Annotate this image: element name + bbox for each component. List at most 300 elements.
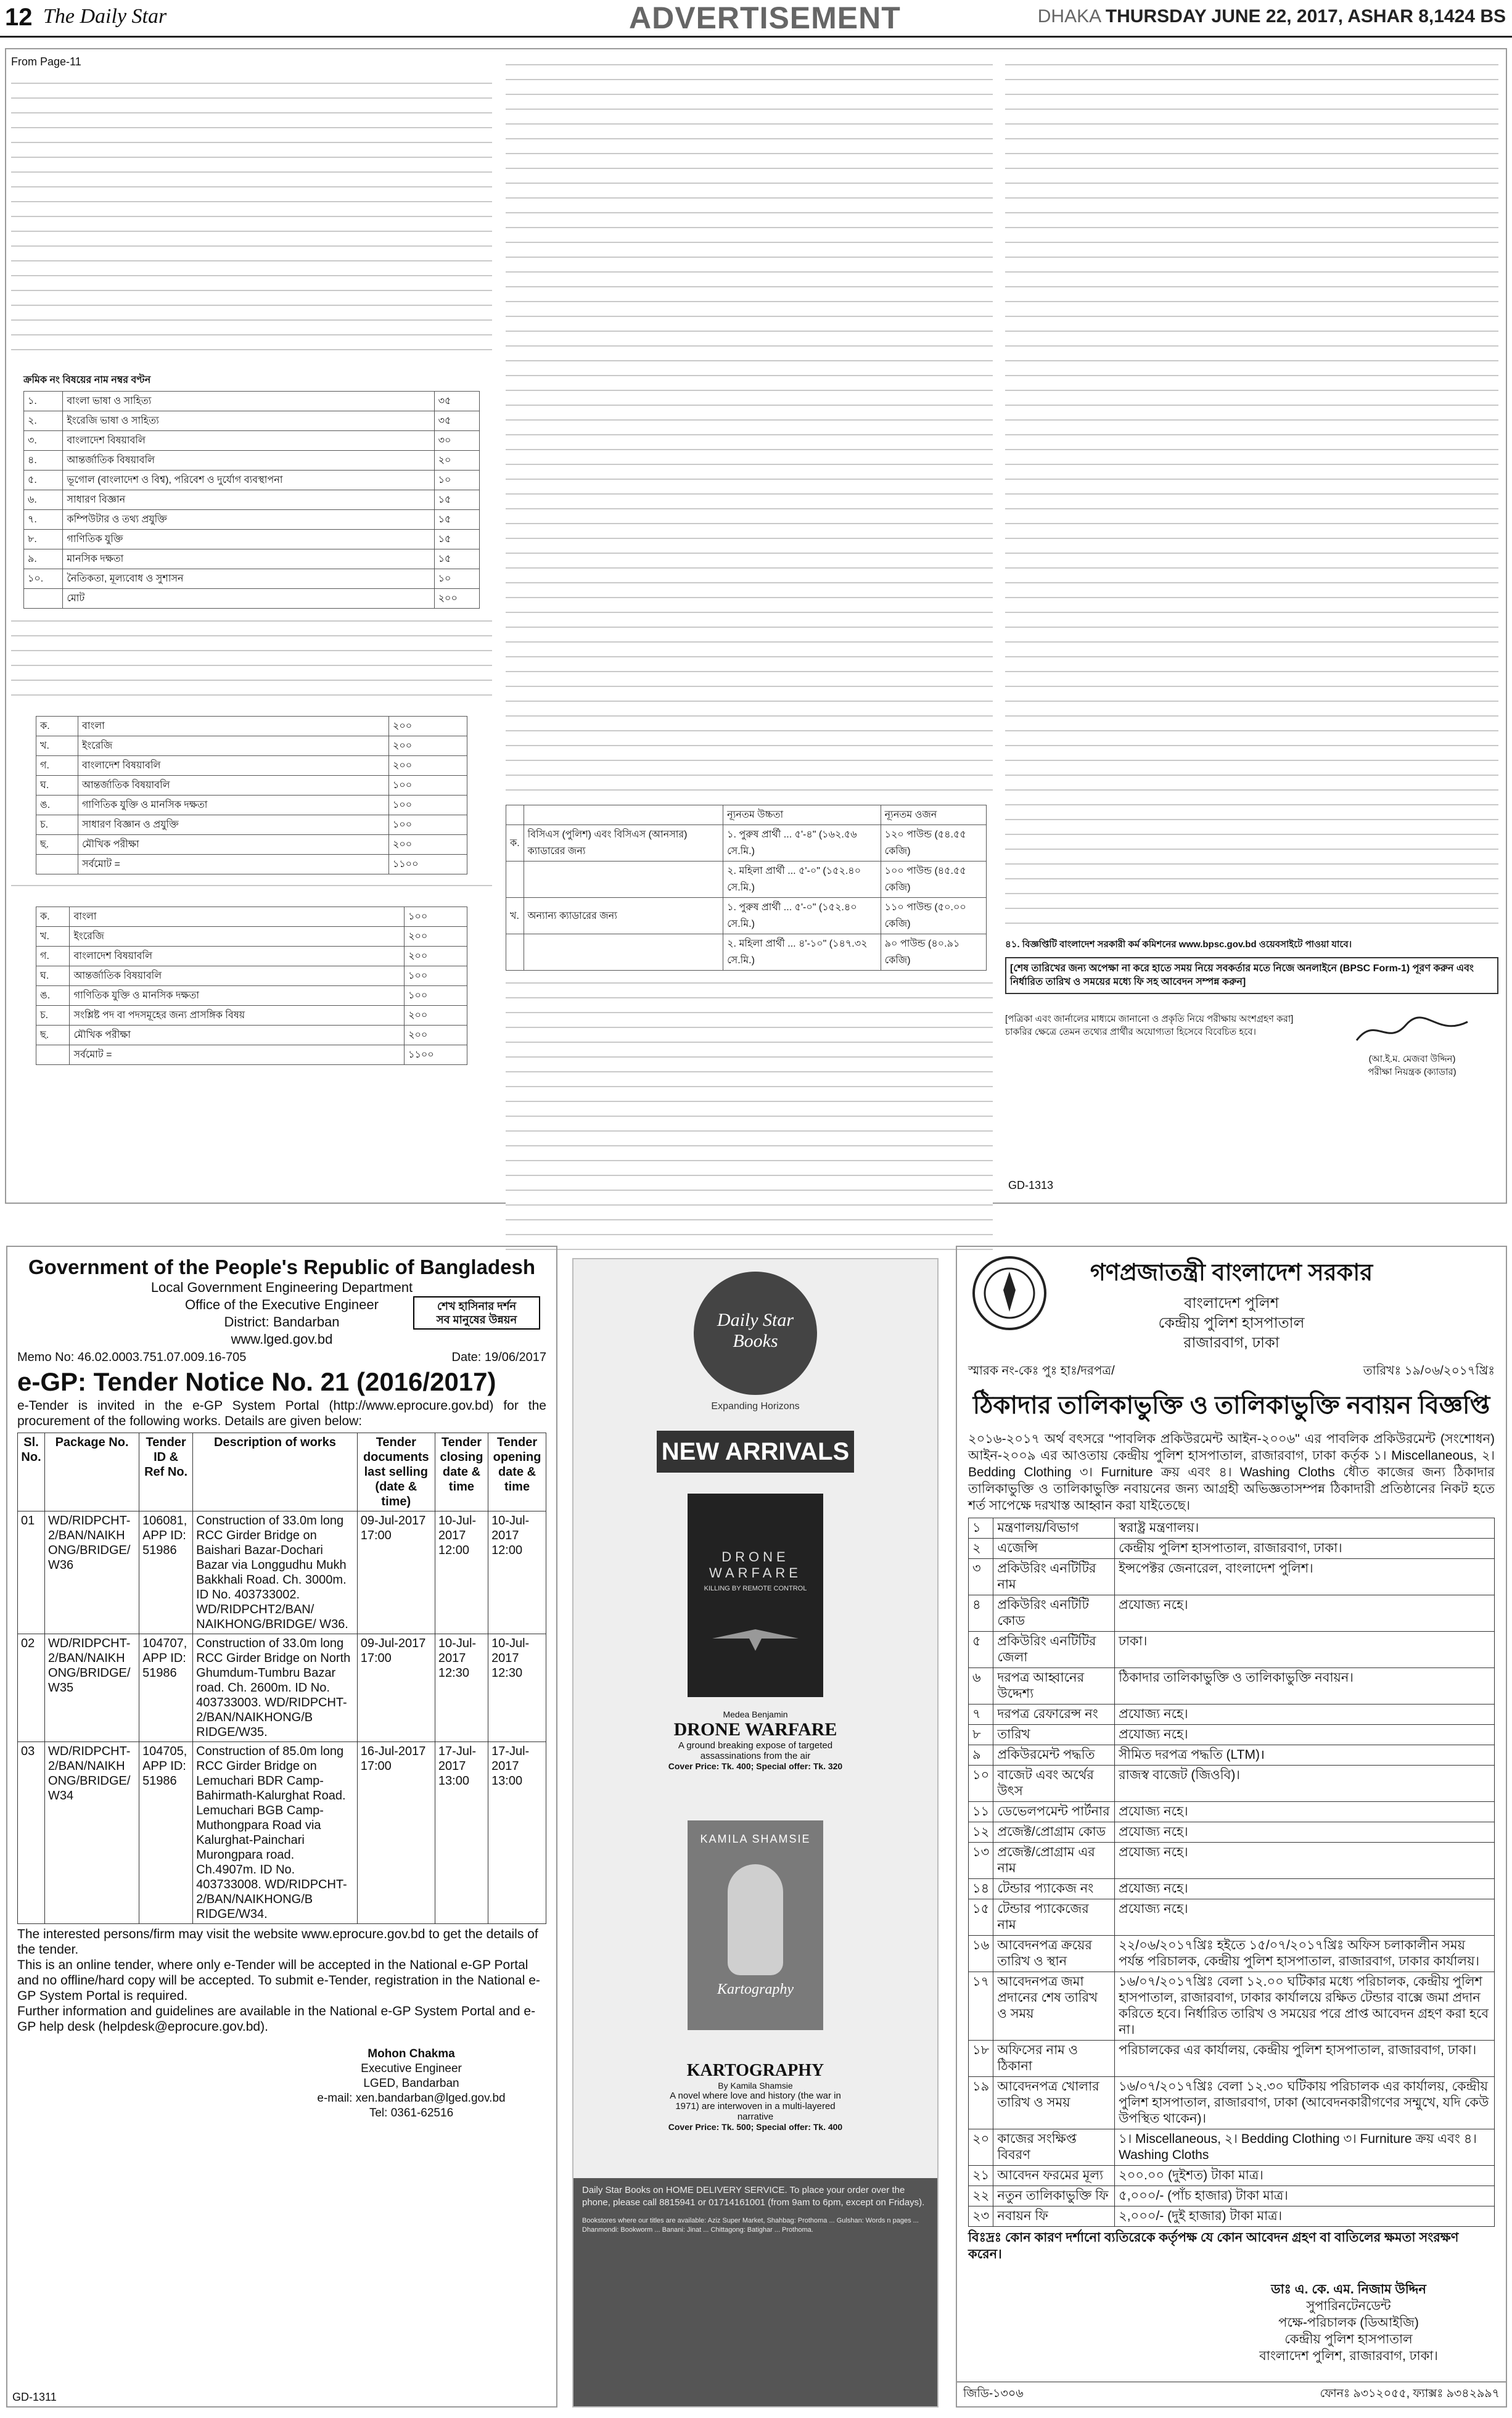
marks-tech-row	[36, 1006, 467, 1026]
tender-row-cell: WD/RIDPCHT-2/BAN/NAIKH ONG/BRIDGE/ W36	[45, 1511, 139, 1634]
police-row-cell: প্রযোজ্য নহে।	[1115, 1725, 1495, 1745]
marks-tech-row-cell: মৌখিক পরীক্ষা	[70, 1026, 405, 1045]
marks-row	[36, 796, 467, 815]
police-row	[969, 2041, 1495, 2077]
syllabus-row	[24, 411, 480, 431]
police-row-cell: নতুন তালিকাভুক্তি ফি	[993, 2186, 1115, 2206]
tender-header-cell: Package No.	[45, 1433, 139, 1511]
tender-dept: Local Government Engineering Department	[150, 1280, 413, 1295]
police-row-cell: ৪	[969, 1595, 993, 1632]
tender-note-2: This is an online tender, where only e-Tender will be accepted in the National e-GP Portal and no offline/hard copy will be accepted. To submit e-Tender, registration in the National e-GP System Portal is required.	[17, 1958, 540, 2003]
height-row-cell	[506, 862, 524, 898]
police-row-cell: প্রযোজ্য নহে।	[1115, 1899, 1495, 1936]
tender-row-cell: 17-Jul-2017 13:00	[488, 1742, 546, 1924]
police-row	[969, 1705, 1495, 1725]
tender-row-cell: Construction of 85.0m long RCC Girder Bridge on Lemuchari BDR Camp-Bahirmath-Kalurghat Road. Lemuchari BGB Camp-Muthongpara Road via Kalurghat-Painchari Murongpara road. Ch.4907m. ID No. 403733008. WD/RIDPCHT-2/BAN/NAIKHONG/B RIDGE/W34.	[193, 1742, 358, 1924]
police-row-cell: ৫	[969, 1632, 993, 1668]
drone-icon	[706, 1617, 805, 1654]
height-row-cell: বিসিএস (পুলিশ) এবং বিসিএস (আনসার) ক্যাডারের জন্য	[524, 825, 723, 862]
police-row	[969, 1745, 1495, 1766]
marks-tech-row-cell: ইংরেজি	[70, 927, 405, 947]
syllabus-row	[24, 490, 480, 510]
marks-row-cell: ছ.	[36, 835, 78, 855]
police-row-cell: ৬	[969, 1668, 993, 1705]
police-row-cell: ৯	[969, 1745, 993, 1766]
marks-tech-row-cell: আন্তর্জাতিক বিষয়াবলি	[70, 966, 405, 986]
police-row-cell: টেন্ডার প্যাকেজের নাম	[993, 1899, 1115, 1936]
marks-tech-row	[36, 986, 467, 1006]
marks-row-cell: ১১০০	[388, 855, 467, 874]
marks-tech-row-cell: ঙ.	[36, 986, 70, 1006]
syllabus-row-cell: ১০.	[24, 569, 63, 589]
from-page-note: From Page-11	[11, 56, 81, 68]
bpsc-middle-column	[506, 59, 993, 1193]
police-heading: ঠিকাদার তালিকাভুক্তি ও তালিকাভুক্তি নবায়ন বিজ্ঞপ্তি	[972, 1392, 1490, 1419]
police-row-cell: প্রযোজ্য নহে।	[1115, 1595, 1495, 1632]
syllabus-row	[24, 431, 480, 451]
police-row-cell: প্রকিউরিং এনটিটির জেলা	[993, 1632, 1115, 1668]
marks-tech-row-cell: সর্বমোট =	[70, 1045, 405, 1065]
height-row-cell: ১. পুরুষ প্রার্থী ... ৫'-০" (১৫২.৪০ সে.মি.)	[723, 898, 881, 934]
marks-row-cell: ঘ.	[36, 776, 78, 796]
police-row-cell: আবেদনপত্র জমা প্রদানের শেষ তারিখ ও সময়	[993, 1972, 1115, 2041]
syllabus-row-cell: ২০০	[434, 589, 479, 609]
police-row-cell: ২১	[969, 2166, 993, 2186]
syllabus-row-cell: ১.	[24, 392, 63, 411]
police-row-cell: ১৬	[969, 1936, 993, 1972]
police-row-cell: ২২/০৬/২০১৭খ্রিঃ হইতে ১৫/০৭/২০১৭খ্রিঃ অফিস চলাকালীন সময় পর্যন্ত পরিচালক, কেন্দ্রীয় পুলিশ হাসপাতাল, রাজারবাগ, ঢাকার কার্যালয়।	[1115, 1936, 1495, 1972]
syllabus-row	[24, 510, 480, 530]
bpsc-left-text-2	[11, 615, 492, 713]
police-row-cell: ৭	[969, 1705, 993, 1725]
syllabus-row-cell: কম্পিউটার ও তথ্য প্রযুক্তি	[63, 510, 434, 530]
tender-header-cell: Sl. No.	[18, 1433, 45, 1511]
police-row	[969, 2186, 1495, 2206]
marks-tech-row-cell: গ.	[36, 947, 70, 966]
police-row-cell: ২৩	[969, 2206, 993, 2227]
tender-table	[17, 1433, 546, 1924]
marks-tech-row	[36, 927, 467, 947]
syllabus-row-cell: ১৫	[434, 510, 479, 530]
marks-row	[36, 756, 467, 776]
bpsc-middle-text-2	[506, 977, 993, 1260]
police-row-cell: ১। Miscellaneous, ২। Bedding Clothing ৩। Furniture ক্রয় এবং ৪। Washing Cloths	[1115, 2129, 1495, 2166]
height-row	[506, 862, 987, 898]
dateline	[1038, 6, 1506, 27]
marks-tech-row	[36, 907, 467, 927]
tender-row	[18, 1511, 546, 1634]
tender-row-cell: 10-Jul-2017 12:30	[435, 1634, 488, 1742]
police-row	[969, 1539, 1495, 1559]
police-row	[969, 2077, 1495, 2129]
tender-header-cell: Tender ID & Ref No.	[139, 1433, 193, 1511]
police-row-cell: ৫,০০০/- (পাঁচ হাজার) টাকা মাত্র।	[1115, 2186, 1495, 2206]
police-emblem-icon	[969, 1253, 1050, 1333]
tender-website[interactable]: www.lged.gov.bd	[231, 1331, 333, 1347]
police-row-cell: বাজেট এবং অর্থের উৎস	[993, 1766, 1115, 1802]
police-row-cell: প্রকিউরিং এনটিটির নাম	[993, 1559, 1115, 1595]
police-row-cell: ঠিকাদার তালিকাভুক্তি ও তালিকাভুক্তি নবায়ন।	[1115, 1668, 1495, 1705]
syllabus-row-cell: নৈতিকতা, মূল্যবোধ ও সুশাসন	[63, 569, 434, 589]
marks-tech-row-cell: গাণিতিক যুক্তি ও মানসিক দক্ষতা	[70, 986, 405, 1006]
police-row-cell: ইন্সপেক্টর জেনারেল, বাংলাদেশ পুলিশ।	[1115, 1559, 1495, 1595]
daily-star-books-ad	[572, 1258, 939, 2408]
police-intro: ২০১৬-২০১৭ অর্থ বৎসরে "পাবলিক প্রকিউরমেন্ট আইন-২০০৬" এর পাবলিক প্রকিউরমেন্ট (সংশোধন) আইন-২০০৯ এর আওতায় কেন্দ্রীয় পুলিশ হাসপাতাল, রাজারবাগ, ঢাকা কর্তৃক ১। Miscellaneous, ২। Bedding Clothing ৩। Furniture ক্রয় এবং ৪। Washing Cloths ধৌত কাজের জন্য ঠিকাদার তালিকাভুক্তি ও তালিকাভুক্তি নবায়নের জন্য আগ্রহী অভিজ্ঞতাসম্পন্ন ঠিকাদারী প্রতিষ্ঠানের নিকট হতে শর্ত সাপেক্ষে দরখাস্ত আহ্বান করা যাইতেছে।	[968, 1432, 1495, 1513]
marks-row-cell: ২০০	[388, 736, 467, 756]
syllabus-row-cell: ১৫	[434, 490, 479, 510]
tender-row	[18, 1634, 546, 1742]
police-date: তারিখঃ ১৯/০৬/২০১৭খ্রিঃ	[1363, 1364, 1495, 1378]
bpsc-middle-text	[506, 59, 993, 799]
tender-row-cell: 09-Jul-2017 17:00	[357, 1511, 435, 1634]
police-row-cell: মন্ত্রণালয়/বিভাগ	[993, 1518, 1115, 1539]
marks-tech-row-cell: ২০০	[405, 1026, 467, 1045]
tender-row-cell: 104705, APP ID: 51986	[139, 1742, 193, 1924]
police-row	[969, 1802, 1495, 1822]
tender-intro: e-Tender is invited in the e-GP System Portal (http://www.eprocure.gov.bd) for the procurement of the following works. Details are given below:	[17, 1399, 546, 1428]
book2-author: By Kamila Shamsie	[718, 2081, 793, 2091]
tender-row-cell: WD/RIDPCHT-2/BAN/NAIKH ONG/BRIDGE/ W34	[45, 1742, 139, 1924]
marks-table-technical	[36, 907, 467, 1065]
police-row-cell: সীমিত দরপত্র পদ্ধতি (LTM)।	[1115, 1745, 1495, 1766]
bpsc-notice-box: [শেষ তারিখের জন্য অপেক্ষা না করে হাতে সময় নিয়ে সবকর্তার মতে নিজে অনলাইনে (BPSC Form-1) পূরণ করুন এবং নির্ধারিত তারিখ ও সময়ের মধ্যে ফি সহ আবেদন সম্পন্ন করুন]	[1005, 957, 1498, 994]
police-org1: বাংলাদেশ পুলিশ	[1184, 1295, 1279, 1312]
height-row-cell	[506, 934, 524, 971]
bpsc-left-text	[11, 77, 492, 367]
marks-tech-row	[36, 966, 467, 986]
book1-author: Medea Benjamin	[723, 1709, 788, 1719]
tender-signer: Mohon Chakma	[368, 2047, 455, 2060]
syllabus-row-cell: ৩০	[434, 431, 479, 451]
marks-tech-row-cell: ২০০	[405, 927, 467, 947]
marks-row-cell: ২০০	[388, 717, 467, 736]
page-number: 12	[5, 4, 33, 31]
police-row-cell: ২০০.০০ (দুইশত) টাকা মাত্র।	[1115, 2166, 1495, 2186]
police-row-cell: ২,০০০/- (দুই হাজার) টাকা মাত্র।	[1115, 2206, 1495, 2227]
height-row	[506, 898, 987, 934]
marks-row-cell: ক.	[36, 717, 78, 736]
bpsc-right-text	[1005, 59, 1498, 934]
tender-header-cell: Description of works	[193, 1433, 358, 1511]
police-row	[969, 1766, 1495, 1802]
tender-row-cell: 02	[18, 1634, 45, 1742]
dateline-city: DHAKA	[1037, 6, 1101, 27]
police-row-cell: ১১	[969, 1802, 993, 1822]
police-signer-title: সুপারিনটেনডেন্ট	[1306, 2299, 1391, 2313]
police-row-cell: কাজের সংক্ষিপ্ত বিবরণ	[993, 2129, 1115, 2166]
police-phone: ফোনঃ ৯৩১২০৫৫, ফ্যাক্সঃ ৯৩৪২৯৯৭	[1320, 2387, 1500, 2400]
height-row-cell	[524, 934, 723, 971]
syllabus-row	[24, 530, 480, 549]
tender-header-cell: Tender closing date & time	[435, 1433, 488, 1511]
syllabus-row	[24, 392, 480, 411]
police-row	[969, 1725, 1495, 1745]
bpsc-gd-code: GD-1313	[1008, 1179, 1054, 1191]
tender-gov-title: Government of the People's Republic of Bangladesh	[28, 1256, 535, 1278]
marks-tech-row	[36, 1026, 467, 1045]
police-row-cell: ঢাকা।	[1115, 1632, 1495, 1668]
tender-heading: e-GP: Tender Notice No. 21 (2016/2017)	[17, 1367, 496, 1396]
syllabus-row-cell: সাধারণ বিজ্ঞান	[63, 490, 434, 510]
police-row-cell: প্রযোজ্য নহে।	[1115, 1822, 1495, 1843]
book2-title: KARTOGRAPHY	[686, 2061, 824, 2080]
police-row-cell: ১৭	[969, 1972, 993, 2041]
police-code: জিডি-১৩০৬	[963, 2387, 1024, 2400]
police-row-cell: ১৩	[969, 1843, 993, 1879]
tender-gd-code: GD-1311	[12, 2391, 57, 2403]
syllabus-row-cell: ভূগোল (বাংলাদেশ ও বিশ্ব), পরিবেশ ও দুর্যোগ ব্যবস্থাপনা	[63, 471, 434, 490]
bpsc-web-line: ৪১. বিজ্ঞপ্তিটি বাংলাদেশ সরকারী কর্ম কমিশনের www.bpsc.gov.bd ওয়েবসাইটে পাওয়া যাবে।	[1005, 939, 1352, 950]
bpsc-signature-caption: (আ.ই.ম. মেজবা উদ্দিন) পরীক্ষা নিয়ন্ত্রক (ক্যাডার)	[1368, 1054, 1457, 1077]
dateline-date: THURSDAY JUNE 22, 2017, ASHAR 8,1424 BS	[1105, 6, 1506, 27]
police-row-cell: দরপত্র আহ্বানের উদ্দেশ্য	[993, 1668, 1115, 1705]
marks-tech-row-cell: ২০০	[405, 1006, 467, 1026]
section-title: ADVERTISEMENT	[629, 1, 901, 35]
police-signer: ডাঃ এ. কে. এম. নিজাম উদ্দিন	[1271, 2282, 1426, 2297]
marks-row-cell: চ.	[36, 815, 78, 835]
height-row-cell: ১২০ পাউন্ড (৫৪.৫৫ কেজি)	[881, 825, 986, 862]
marks-tech-row-cell: ১০০	[405, 986, 467, 1006]
tender-header-cell: Tender documents last selling (date & time)	[357, 1433, 435, 1511]
police-row-cell: এজেন্সি	[993, 1539, 1115, 1559]
tender-header-cell: Tender opening date & time	[488, 1433, 546, 1511]
police-row-cell: ১৮	[969, 2041, 993, 2077]
police-row-cell: ডেভেলপমেন্ট পার্টনার	[993, 1802, 1115, 1822]
height-row-cell: ২. মহিলা প্রার্থী ... ৫'-০" (১৫২.৪০ সে.মি.)	[723, 862, 881, 898]
books-tagline: Expanding Horizons	[711, 1401, 800, 1412]
syllabus-row-cell: ৫.	[24, 471, 63, 490]
police-signer-line3: কেন্দ্রীয় পুলিশ হাসপাতাল	[1284, 2332, 1413, 2346]
bpsc-footer-note: [পত্রিকা এবং জার্নালের মাধ্যমে জানানো ও প্রকৃতি নিয়ে পরীক্ষায় অংশগ্রহণ করা] চাকরির ক্ষেত্রে তেমন তথ্যের প্রার্থীর অযোগ্যতা হিসেবে বিবেচিত হবে।	[1005, 1014, 1294, 1037]
marks-row-cell: সর্বমোট =	[78, 855, 388, 874]
book2-cover[interactable]	[688, 1820, 823, 2030]
syllabus-row-cell: ৪.	[24, 451, 63, 471]
police-row-cell: দরপত্র রেফারেন্স নং	[993, 1705, 1115, 1725]
tender-row-cell: 16-Jul-2017 17:00	[357, 1742, 435, 1924]
police-row	[969, 1559, 1495, 1595]
marks-row-cell	[36, 855, 78, 874]
marks-row-cell: সাধারণ বিজ্ঞান ও প্রযুক্তি	[78, 815, 388, 835]
marks-row	[36, 736, 467, 756]
height-row-cell	[524, 862, 723, 898]
marks-row-cell: ইংরেজি	[78, 736, 388, 756]
police-hospital-ad	[956, 1246, 1507, 2408]
marks-tech-row-cell: বাংলাদেশ বিষয়াবলি	[70, 947, 405, 966]
police-row	[969, 1822, 1495, 1843]
tender-office: Office of the Executive Engineer	[185, 1297, 379, 1312]
tender-row-cell: 17-Jul-2017 13:00	[435, 1742, 488, 1924]
police-row-cell: স্বরাষ্ট্র মন্ত্রণালয়।	[1115, 1518, 1495, 1539]
syllabus-row	[24, 471, 480, 490]
table1-title: ক্রমিক নং বিষয়ের নাম নম্বর বণ্টন	[23, 375, 151, 385]
police-row	[969, 1972, 1495, 2041]
police-row	[969, 2166, 1495, 2186]
police-row-cell: টেন্ডার প্যাকেজ নং	[993, 1879, 1115, 1899]
police-row-cell: ১	[969, 1518, 993, 1539]
police-row-cell: প্রজেক্ট/প্রোগ্রাম কোড	[993, 1822, 1115, 1843]
marks-tech-row	[36, 1045, 467, 1065]
syllabus-row-cell: ৩৫	[434, 411, 479, 431]
marks-row-cell: মৌখিক পরীক্ষা	[78, 835, 388, 855]
tender-row-cell: Construction of 33.0m long RCC Girder Bridge on North Ghumdum-Tumbru Bazar road. Ch. 2600m. ID No. 403733003. WD/RIDPCHT-2/BAN/NAIKHONG/B RIDGE/W35.	[193, 1634, 358, 1742]
police-row	[969, 1843, 1495, 1879]
police-closing: বিঃদ্রঃ কোন কারণ দর্শানো ব্যতিরেকে কর্তৃপক্ষ যে কোন আবেদন গ্রহণ বা বাতিলের ক্ষমতা সংরক্ষণ করেন।	[968, 2231, 1459, 2261]
police-row-cell: ১০	[969, 1766, 993, 1802]
syllabus-row	[24, 569, 480, 589]
police-row-cell: পরিচালকের এর কার্যালয়, কেন্দ্রীয় পুলিশ হাসপাতাল, রাজারবাগ, ঢাকা।	[1115, 2041, 1495, 2077]
marks-row-cell: বাংলাদেশ বিষয়াবলি	[78, 756, 388, 776]
height-row-cell: ন্যূনতম উচ্চতা	[723, 805, 881, 825]
police-row-cell: প্রযোজ্য নহে।	[1115, 1802, 1495, 1822]
police-row-cell: রাজস্ব বাজেট (জিওবি)।	[1115, 1766, 1495, 1802]
police-row-cell: প্রযোজ্য নহে।	[1115, 1843, 1495, 1879]
slogan-badge: শেখ হাসিনার দর্শন সব মানুষের উন্নয়ন	[413, 1296, 540, 1330]
police-row-cell: আবেদনপত্র ক্রয়ের তারিখ ও স্থান	[993, 1936, 1115, 1972]
book1-title: DRONE WARFARE	[673, 1719, 837, 1740]
police-row-cell: ৮	[969, 1725, 993, 1745]
height-row-cell: খ.	[506, 898, 524, 934]
syllabus-row-cell: বাংলা ভাষা ও সাহিত্য	[63, 392, 434, 411]
police-row-cell: ২২	[969, 2186, 993, 2206]
syllabus-row-cell: ১০	[434, 471, 479, 490]
book1-price: Cover Price: Tk. 400; Special offer: Tk. 320	[668, 1761, 843, 1771]
marks-row-cell: খ.	[36, 736, 78, 756]
syllabus-row-cell: ৭.	[24, 510, 63, 530]
marks-row	[36, 717, 467, 736]
marks-row-cell: ১০০	[388, 776, 467, 796]
police-row-cell: ১৯	[969, 2077, 993, 2129]
tender-memo: Memo No: 46.02.0003.751.07.009.16-705	[17, 1351, 247, 1364]
bpsc-left-column	[11, 77, 492, 1212]
syllabus-row-cell: মানসিক দক্ষতা	[63, 549, 434, 569]
book1-cover-title: DRONE WARFARE	[709, 1549, 802, 1581]
books-logo: Daily Star Books	[694, 1272, 817, 1395]
height-row-cell: ন্যূনতম ওজন	[881, 805, 986, 825]
book2-price: Cover Price: Tk. 500; Special offer: Tk. 400	[668, 2122, 843, 2132]
police-row-cell: আবেদনপত্র খোলার তারিখ ও সময়	[993, 2077, 1115, 2129]
police-row-cell: প্রকিউরিং এনটিটি কোড	[993, 1595, 1115, 1632]
signature-icon	[1350, 1013, 1474, 1050]
book1-cover-sub: KILLING BY REMOTE CONTROL	[704, 1585, 807, 1592]
marks-tech-row-cell: ১০০	[405, 907, 467, 927]
police-row-cell: ২	[969, 1539, 993, 1559]
marks-row-cell: বাংলা	[78, 717, 388, 736]
book1-desc: A ground breaking expose of targeted assassinations from the air	[678, 1740, 833, 1761]
height-row	[506, 805, 987, 825]
book1-cover[interactable]	[688, 1494, 823, 1697]
marks-row-cell: ১০০	[388, 815, 467, 835]
height-weight-table	[506, 805, 987, 971]
police-row-cell: ১৪	[969, 1879, 993, 1899]
police-org2: কেন্দ্রীয় পুলিশ হাসপাতাল	[1158, 1315, 1305, 1331]
marks-tech-row-cell: খ.	[36, 927, 70, 947]
syllabus-row-cell: ১৫	[434, 549, 479, 569]
tender-row	[18, 1742, 546, 1924]
book2-cover-author: KAMILA SHAMSIE	[700, 1833, 811, 1845]
marks-row-cell: ঙ.	[36, 796, 78, 815]
police-row-cell: ৩	[969, 1559, 993, 1595]
syllabus-row-cell: ১৫	[434, 530, 479, 549]
marks-row	[36, 815, 467, 835]
police-row	[969, 1632, 1495, 1668]
lged-tender-ad	[6, 1246, 557, 2408]
books-outlets: Bookstores where our titles are available: Aziz Super Market, Shahbag: Prothoma ... Gulshan: Words n pages ... Dhanmondi: Bookworm ... Banani: Jinat ... Chittagong: Batighar ... Prothoma.	[582, 2217, 919, 2234]
tender-signer-title: Executive Engineer	[361, 2062, 462, 2075]
tender-note-1: The interested persons/firm may visit the website www.eprocure.gov.bd to get the details of the tender.	[17, 1927, 538, 1957]
syllabus-row	[24, 451, 480, 471]
tender-email[interactable]: e-mail: xen.bandarban@lged.gov.bd	[317, 2092, 506, 2105]
tender-row-cell: 09-Jul-2017 17:00	[357, 1634, 435, 1742]
marks-row-cell: আন্তর্জাতিক বিষয়াবলি	[78, 776, 388, 796]
marks-tech-row-cell: বাংলা	[70, 907, 405, 927]
tender-note-3: Further information and guidelines are available in the National e-GP System Portal and e-GP help desk (helpdesk@eprocure.gov.bd).	[17, 2004, 536, 2034]
police-row	[969, 1595, 1495, 1632]
height-row-cell: ১. পুরুষ প্রার্থী ... ৫'-৪" (১৬২.৫৬ সে.মি.)	[723, 825, 881, 862]
height-row-cell: ১০০ পাউন্ড (৪৫.৫৫ কেজি)	[881, 862, 986, 898]
police-info-table	[968, 1518, 1495, 2227]
syllabus-row-cell: ইংরেজি ভাষা ও সাহিত্য	[63, 411, 434, 431]
police-row-cell: ১৫	[969, 1899, 993, 1936]
police-row-cell: তারিখ	[993, 1725, 1115, 1745]
height-row-cell: ৯০ পাউন্ড (৪০.৯১ কেজি)	[881, 934, 986, 971]
police-signer-line2: পক্ষে-পরিচালক (ডিআইজি)	[1278, 2316, 1419, 2330]
marks-row	[36, 776, 467, 796]
marks-tech-row	[36, 947, 467, 966]
tender-row-cell: 10-Jul-2017 12:00	[435, 1511, 488, 1634]
police-memo: স্মারক নং-কেঃ পুঃ হাঃ/দরপত্র/	[968, 1364, 1115, 1378]
tender-row-cell: 106081, APP ID: 51986	[139, 1511, 193, 1634]
tender-row-cell: 10-Jul-2017 12:00	[488, 1511, 546, 1634]
syllabus-row-cell: ৮.	[24, 530, 63, 549]
new-arrivals-banner: NEW ARRIVALS	[657, 1431, 854, 1473]
police-signer-line4: বাংলাদেশ পুলিশ, রাজারবাগ, ঢাকা।	[1259, 2349, 1438, 2363]
marks-tech-row-cell: ১১০০	[405, 1045, 467, 1065]
syllabus-row-cell: ৩৫	[434, 392, 479, 411]
syllabus-row-cell: ১০	[434, 569, 479, 589]
tender-row-cell: Construction of 33.0m long RCC Girder Bridge on Baishari Bazar-Dochari Bazar via Longgudhu Mukh Bakkhali Road. Ch. 3000m. ID No. 403733002. WD/RIDPCHT2/BAN/ NAIKHONG/BRIDGE/ W36.	[193, 1511, 358, 1634]
police-row	[969, 1879, 1495, 1899]
tender-date: Date: 19/06/2017	[451, 1351, 546, 1364]
syllabus-table	[23, 391, 480, 609]
height-row-cell	[506, 805, 524, 825]
marks-row	[36, 835, 467, 855]
height-row	[506, 934, 987, 971]
tender-row-cell: 03	[18, 1742, 45, 1924]
marks-tech-row-cell: ক.	[36, 907, 70, 927]
police-row-cell: কেন্দ্রীয় পুলিশ হাসপাতাল, রাজারবাগ, ঢাকা।	[1115, 1539, 1495, 1559]
police-row	[969, 1518, 1495, 1539]
height-row	[506, 825, 987, 862]
police-row	[969, 1936, 1495, 1972]
syllabus-row-cell	[24, 589, 63, 609]
police-row-cell: ১৬/০৭/২০১৭খ্রিঃ বেলা ১২.৩০ ঘটিকায় পরিচালক এর কার্যালয়, কেন্দ্রীয় পুলিশ হাসপাতাল, রাজারবাগ, ঢাকা (আবেদনকারীগণের সম্মুখে, যদি কেউ উপস্থিত থাকেন)।	[1115, 2077, 1495, 2129]
marks-row-cell: ২০০	[388, 756, 467, 776]
syllabus-row-cell: গাণিতিক যুক্তি	[63, 530, 434, 549]
police-row-cell: ২০	[969, 2129, 993, 2166]
tender-district: District: Bandarban	[224, 1314, 340, 1330]
height-row-cell	[524, 805, 723, 825]
police-row-cell: নবায়ন ফি	[993, 2206, 1115, 2227]
syllabus-row-cell: ৩.	[24, 431, 63, 451]
syllabus-row-cell: ৬.	[24, 490, 63, 510]
bpsc-right-column	[1005, 59, 1498, 1193]
tender-row-cell: 01	[18, 1511, 45, 1634]
tender-row-cell: 104707, APP ID: 51986	[139, 1634, 193, 1742]
bpsc-left-text-3	[11, 879, 492, 904]
marks-table-general	[36, 716, 467, 874]
police-row-cell: প্রকিউরমেন্ট পদ্ধতি	[993, 1745, 1115, 1766]
marks-row-cell: গ.	[36, 756, 78, 776]
